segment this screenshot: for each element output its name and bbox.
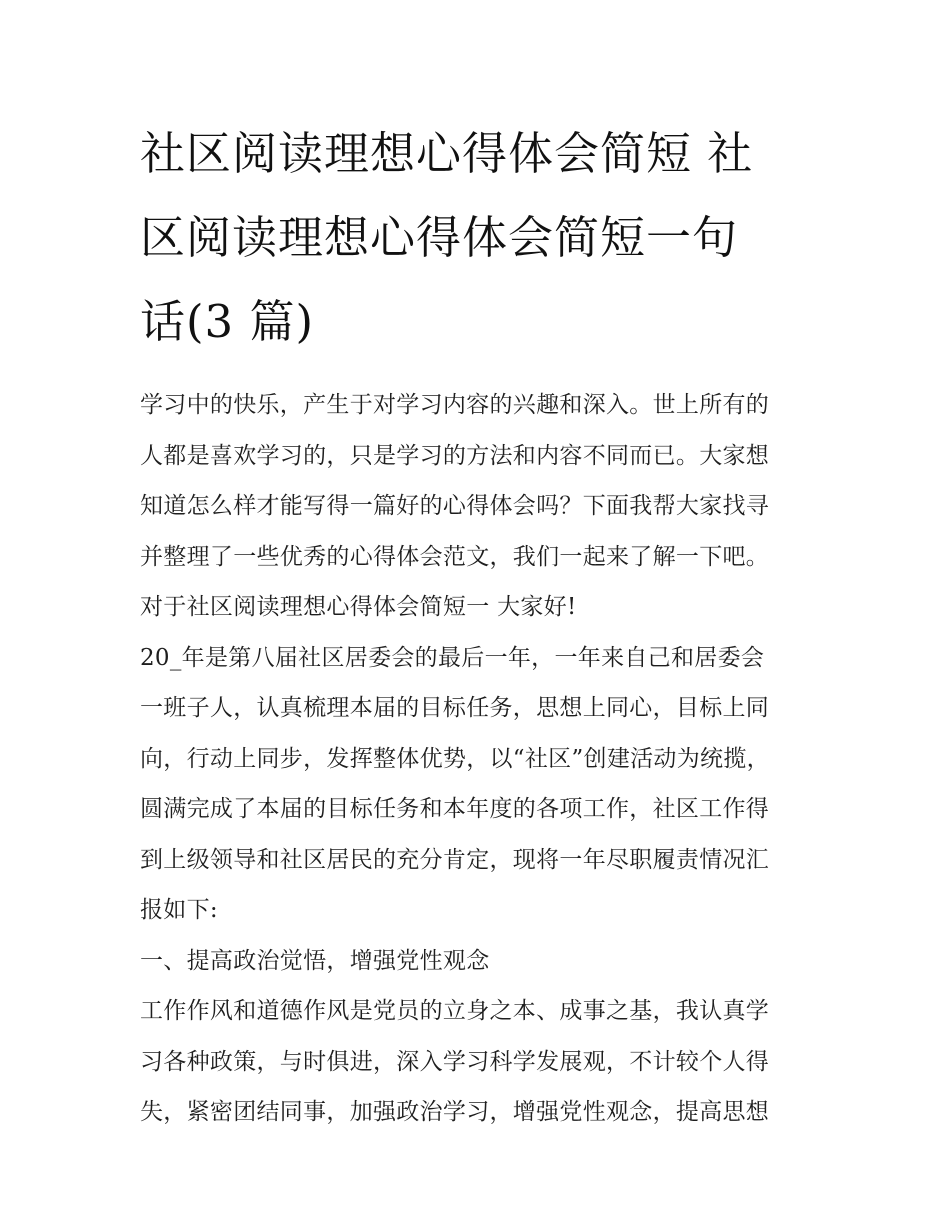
greeting-paragraph [140, 582, 820, 633]
text-line: 学习中的快乐，产生于对学习内容的兴趣和深入。世上所有的 [140, 392, 770, 418]
text-line: 报如下: [140, 897, 218, 923]
text-line: 对于社区阅读理想心得体会简短一 大家好! [140, 594, 577, 620]
report-paragraph [140, 633, 820, 936]
text-line: 工作作风和道德作风是党员的立身之本、成事之基，我认真学 [140, 998, 770, 1024]
text-line: 人都是喜欢学习的，只是学习的方法和内容不同而已。大家想 [140, 442, 770, 469]
section-heading [140, 936, 820, 987]
text-line: 圆满完成了本届的目标任务和本年度的各项工作，社区工作得 [140, 796, 770, 822]
text-line: 一班子人，认真梳理本届的目标任务，思想上同心，目标上同 [140, 695, 770, 721]
document-title [140, 112, 820, 364]
section-paragraph [140, 986, 820, 1138]
text-line: 向，行动上同步，发挥整体优势，以“社区”创建活动为统揽， [140, 745, 770, 772]
text-line: 并整理了一些优秀的心得体会范文，我们一起来了解一下吧。 [140, 543, 770, 570]
document-body [140, 380, 820, 1138]
title-line: 话(3 篇) [140, 295, 315, 348]
title-line: 区阅读理想心得体会简短一句 [140, 211, 739, 264]
text-line: 到上级领导和社区居民的充分肯定，现将一年尽职履责情况汇 [140, 846, 770, 873]
text-line: 知道怎么样才能写得一篇好的心得体会吗？下面我帮大家找寻 [140, 493, 770, 519]
title-line: 社区阅读理想心得体会简短 社 [140, 127, 754, 180]
text-line: 习各种政策，与时俱进，深入学习科学发展观，不计较个人得 [140, 1048, 770, 1075]
text-line: 失，紧密团结同事，加强政治学习，增强党性观念，提高思想 [140, 1099, 770, 1125]
text-line: 一、提高政治觉悟，增强党性观念 [140, 947, 490, 974]
intro-paragraph [140, 380, 820, 582]
text-line: 20_年是第八届社区居委会的最后一年，一年来自己和居委会 [140, 644, 765, 671]
